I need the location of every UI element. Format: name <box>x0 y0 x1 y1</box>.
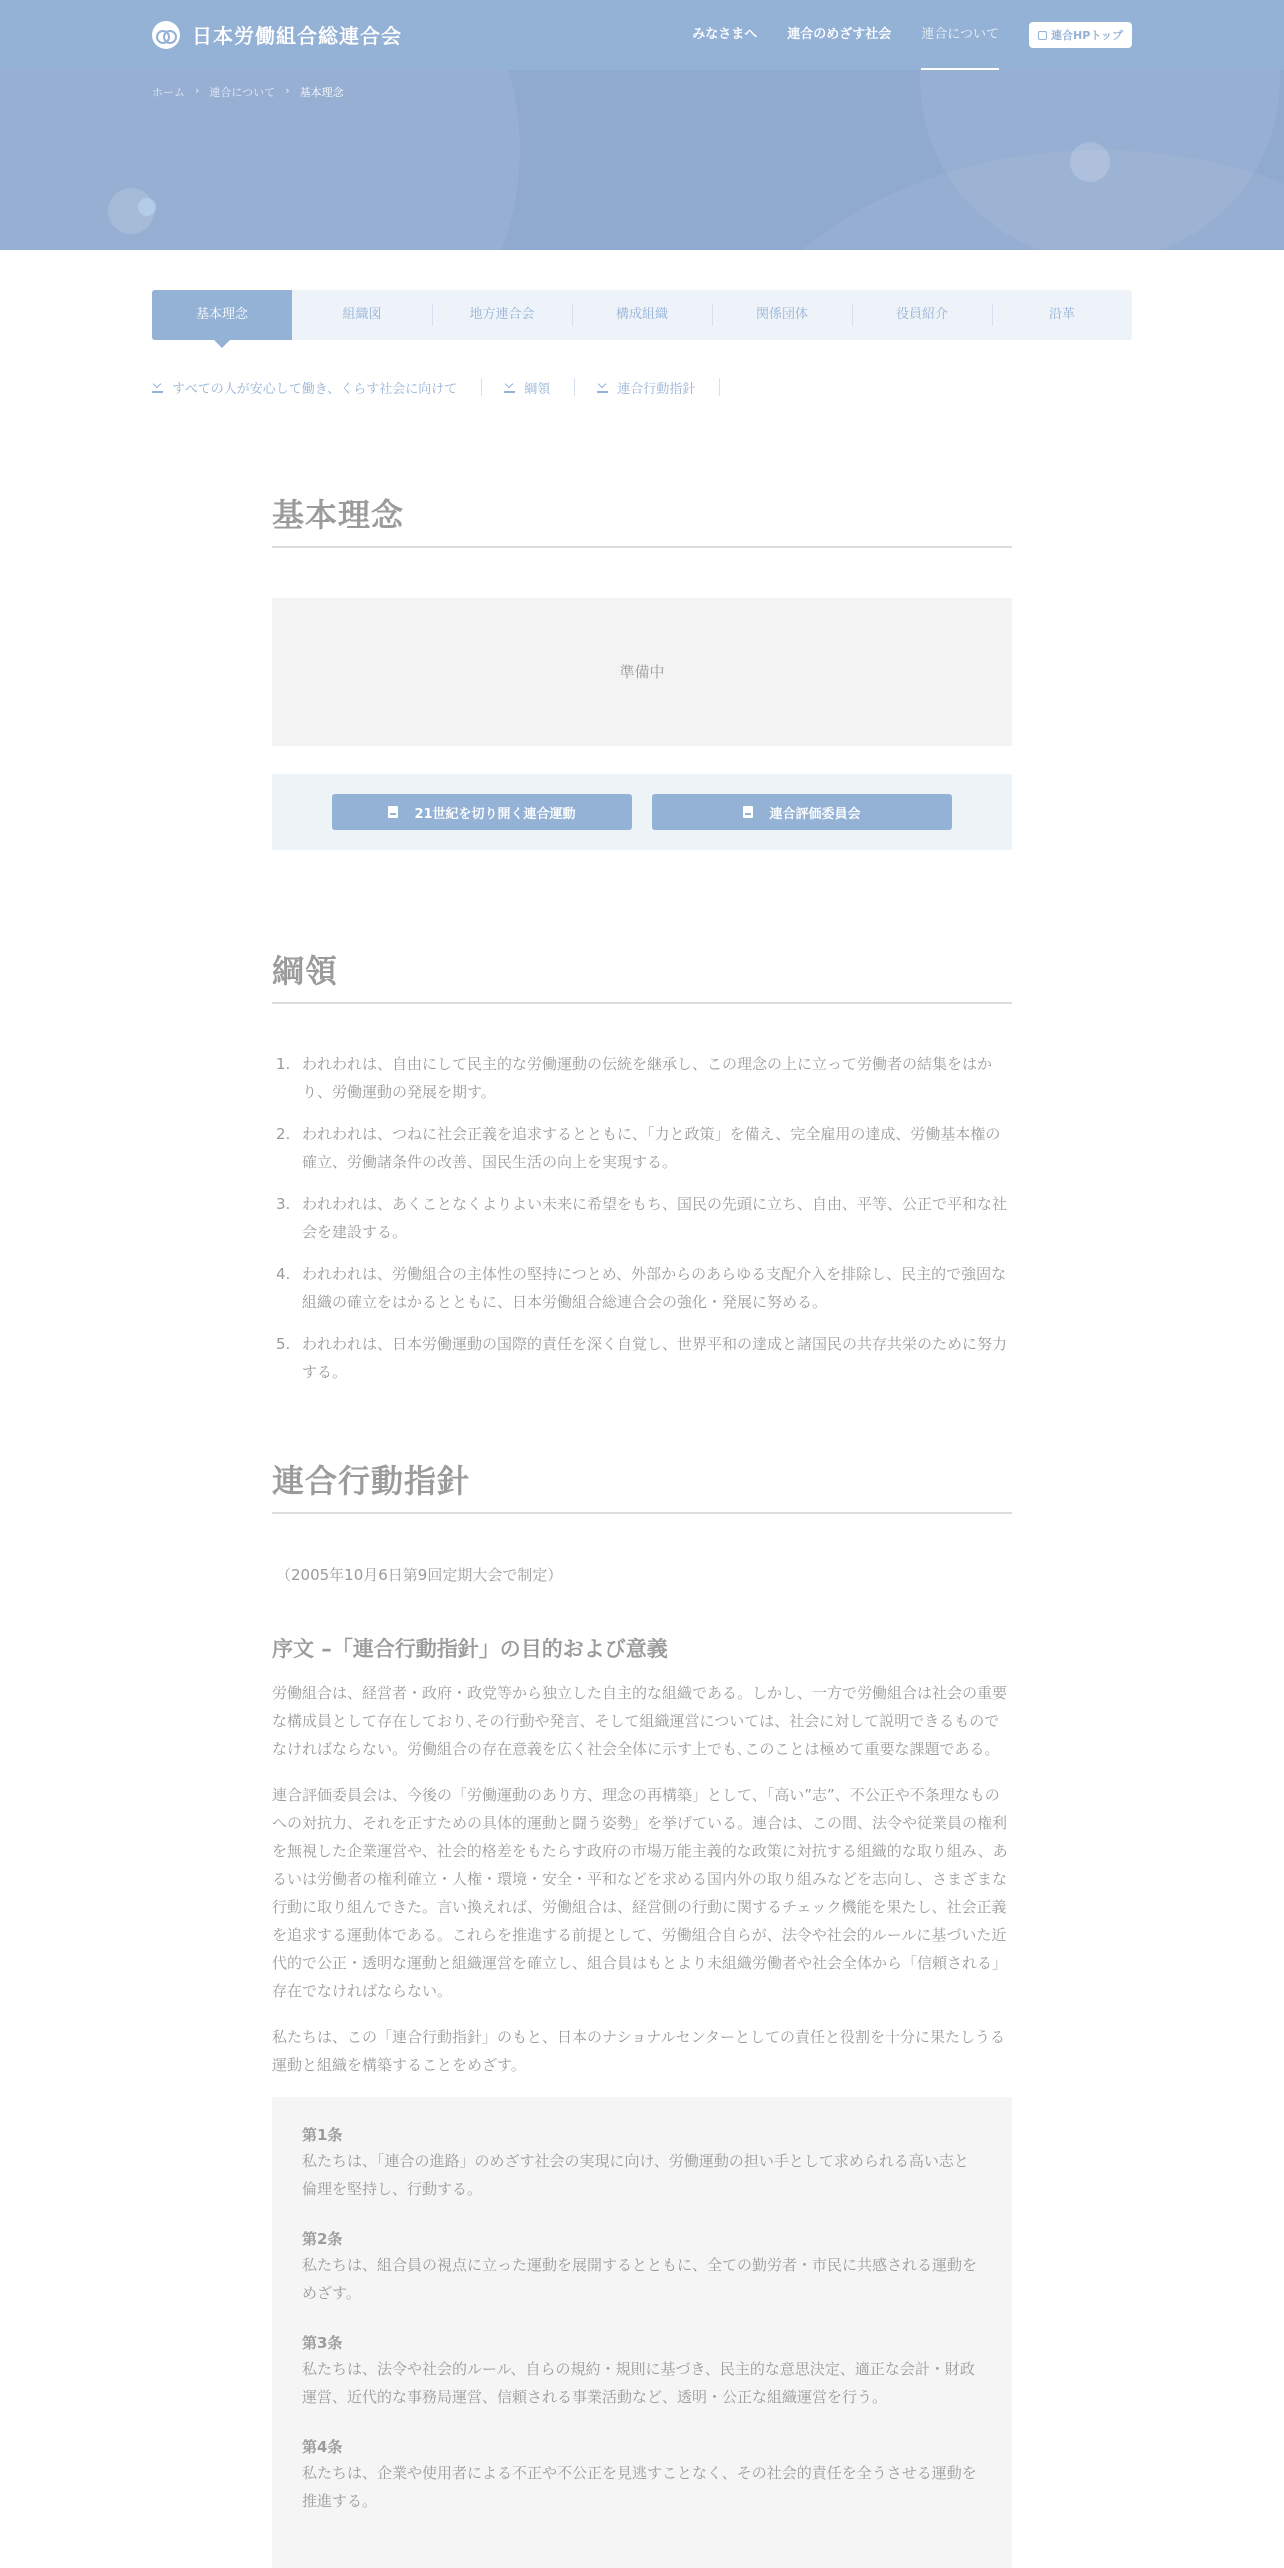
local-tabs <box>152 290 1132 340</box>
kouryou-list <box>272 1050 1012 1386</box>
tab-enkaku[interactable]: 沿革 <box>992 290 1132 340</box>
anchor-link-koudou-shishin[interactable] <box>597 378 720 396</box>
rengo-logo-icon <box>152 21 180 49</box>
tab-kankei-dantai[interactable]: 関係団体 <box>712 290 852 340</box>
link-button-hyoka-iinkai[interactable] <box>652 794 952 830</box>
list-number: 4. <box>276 1265 291 1283</box>
section-title-kouryou: 綱領 <box>272 946 1012 1004</box>
article-item <box>302 2227 982 2307</box>
global-nav <box>692 0 1284 70</box>
link-button-21seiki[interactable] <box>332 794 632 830</box>
list-text: われわれは、つねに社会正義を追求するとともに、「力と政策」を備え、完全雇用の達成、労働基本権の確立、労働諸条件の改善、国民生活の向上を実現する。 <box>302 1125 1001 1171</box>
external-link-icon <box>1038 31 1047 40</box>
document-icon <box>743 806 753 818</box>
chevron-down-icon <box>597 381 609 393</box>
global-header <box>0 0 1284 70</box>
section-title-kihon-rinen: 基本理念 <box>272 490 1012 548</box>
anchor-label: 綱領 <box>524 381 551 397</box>
list-text: われわれは、労働組合の主体性の堅持につとめ、外部からのあらゆる支配介入を排除し、民主的で強固な組織の確立をはかるとともに、日本労働組合総連合会の強化・発展に努める。 <box>302 1265 1007 1311</box>
chevron-down-icon <box>152 381 164 393</box>
breadcrumb-home[interactable]: ホーム <box>152 86 185 99</box>
chevron-down-icon <box>504 381 516 393</box>
preface-paragraph: 労働組合は、経営者・政府・政党等から独立した自主的な組織である。しかし、一方で労働組合は社会の重要な構成員として存在しており､その行動や発言、そして組織運営については、社会に対して説明できるものでなければならない。労働組合の存在意義を広く社会全体に示す上でも､このことは極めて重要な課題である。 <box>272 1684 1008 1758</box>
list-item <box>272 1260 1012 1316</box>
decorative-bubble <box>138 198 156 216</box>
list-text: われわれは、自由にして民主的な労働運動の伝統を継承し、この理念の上に立って労働者の結集をはかり、労働運動の発展を期す。 <box>302 1055 993 1101</box>
decorative-bubble <box>700 150 1284 250</box>
gnav-item-minasama[interactable]: みなさまへ <box>692 27 758 42</box>
articles-box <box>272 2097 1012 2568</box>
button-label: 連合評価委員会 <box>769 806 861 822</box>
list-number: 5. <box>276 1335 291 1353</box>
main-content <box>272 490 1012 2568</box>
hp-top-button[interactable] <box>1029 22 1132 48</box>
anchor-links <box>152 378 742 396</box>
article-text: 私たちは、企業や使用者による不正や不公正を見逃すことなく、その社会的責任を全うさせる運動を推進する。 <box>302 2464 977 2510</box>
article-title: 第3条 <box>302 2334 343 2352</box>
anchor-link-kouryou[interactable] <box>504 378 575 396</box>
hp-top-label: 連合HPトップ <box>1051 29 1123 42</box>
list-item <box>272 1120 1012 1176</box>
list-item <box>272 1190 1012 1246</box>
subsection-title-preface: 序文 –「連合行動指針」の目的および意義 <box>272 1637 668 1661</box>
tab-kosei-soshiki[interactable]: 構成組織 <box>572 290 712 340</box>
site-logo[interactable] <box>152 20 402 49</box>
decorative-bubble <box>1070 142 1110 182</box>
list-text: われわれは、あくことなくよりよい未来に希望をもち、国民の先頭に立ち、自由、平等、公正で平和な社会を建設する。 <box>302 1195 1008 1241</box>
tab-kihon-rinen[interactable]: 基本理念 <box>152 290 292 340</box>
article-item <box>302 2123 982 2203</box>
breadcrumb-separator-icon: › <box>195 84 200 97</box>
section-title-koudou-shishin: 連合行動指針 <box>272 1456 1012 1514</box>
placeholder-box: 準備中 <box>272 598 1012 746</box>
breadcrumb-separator-icon: › <box>285 84 290 97</box>
article-text: 私たちは、組合員の視点に立った運動を展開するとともに、全ての勤労者・市民に共感される運動をめざす。 <box>302 2256 978 2302</box>
gnav-item-mezasu-shakai[interactable]: 連合のめざす社会 <box>787 27 892 42</box>
list-item <box>272 1330 1012 1386</box>
anchor-label: 連合行動指針 <box>617 381 696 397</box>
logo-text: 日本労働組合総連合会 <box>192 24 402 48</box>
article-title: 第2条 <box>302 2230 343 2248</box>
breadcrumb-about[interactable]: 連合について <box>209 86 276 99</box>
anchor-link-anshin[interactable] <box>152 378 482 396</box>
preface-paragraph: 私たちは、この「連合行動指針」のもと、日本のナショナルセンターとしての責任と役割を十分に果たしうる運動と組織を構築することをめざす。 <box>272 2028 1006 2074</box>
list-number: 1. <box>276 1055 291 1073</box>
tab-yakuin-shokai[interactable]: 役員紹介 <box>852 290 992 340</box>
gnav-item-about[interactable]: 連合について <box>921 0 999 70</box>
related-links-area <box>272 774 1012 850</box>
tab-chiho-rengokai[interactable]: 地方連合会 <box>432 290 572 340</box>
article-item <box>302 2435 982 2515</box>
enactment-date-note: （2005年10月6日第9回定期大会で制定） <box>276 1566 563 1584</box>
article-title: 第1条 <box>302 2126 343 2144</box>
anchor-label: すべての人が安心して働き、くらす社会に向けて <box>172 381 458 397</box>
list-item <box>272 1050 1012 1106</box>
article-text: 私たちは、「連合の進路」のめざす社会の実現に向け、労働運動の担い手として求められる高い志と倫理を堅持し、行動する。 <box>302 2152 969 2198</box>
breadcrumb-current: 基本理念 <box>299 86 344 99</box>
list-text: われわれは、日本労働運動の国際的責任を深く自覚し、世界平和の達成と諸国民の共存共栄のために努力する。 <box>302 1335 1008 1381</box>
article-title: 第4条 <box>302 2438 343 2456</box>
tab-soshikizu[interactable]: 組織図 <box>342 307 382 322</box>
hero-banner <box>0 70 1284 250</box>
list-number: 2. <box>276 1125 291 1143</box>
preface-paragraph: 連合評価委員会は、今後の「労働運動のあり方、理念の再構築」として、「高い”志”、不公正や不条理なものへの対抗力、それを正すための具体的運動と闘う姿勢」を挙げている。連合は、この間、法令や従業員の権利を無視した企業運営や、社会的格差をもたらす政府の市場万能主義的な政策に対抗する組織的な取り組み、あるいは労働者の権利確立・人権・環境・安全・平和などを求める国内外の取り組みなどを志向し、さまざまな行動に取り組んできた。言い換えれば、労働組合は、経営側の行動に関するチェック機能を果たし、社会正義を追求する運動体である。これらを推進する前提として、労働組合自らが、法令や社会的ルールに基づいた近代的で公正・透明な運動と組織運営を確立し、組合員はもとより未組織労働者や社会全体から「信頼される」存在でなければならない。 <box>272 1786 1008 2000</box>
document-icon <box>388 806 398 818</box>
article-text: 私たちは、法令や社会的ルール、自らの規約・規則に基づき、民主的な意思決定、適正な会計・財政運営、近代的な事務局運営、信頼される事業活動など、透明・公正な組織運営を行う。 <box>302 2360 975 2406</box>
button-label: 21世紀を切り開く連合運動 <box>414 806 576 822</box>
article-item <box>302 2331 982 2411</box>
breadcrumb <box>152 84 354 100</box>
list-number: 3. <box>276 1195 291 1213</box>
